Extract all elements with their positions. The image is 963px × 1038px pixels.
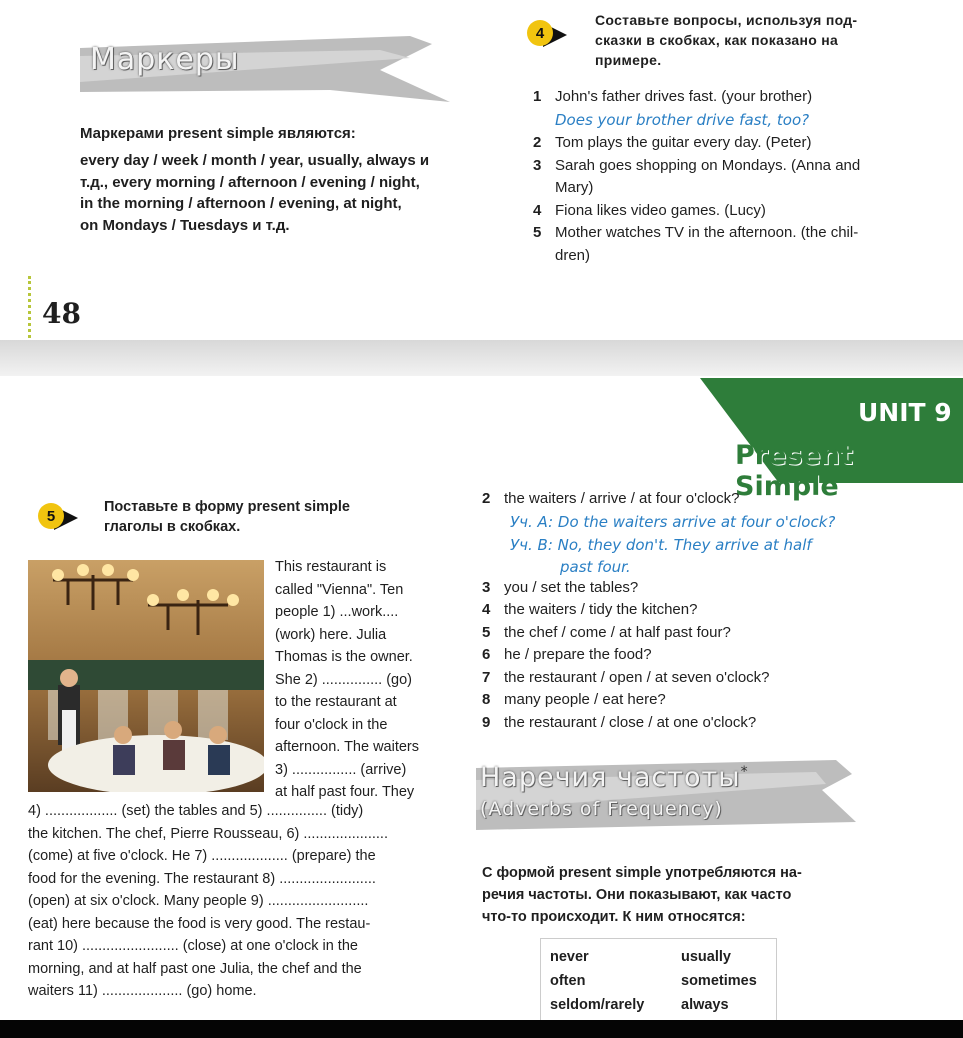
- text-line: the kitchen. The chef, Pierre Rousseau, 6) .....................: [28, 825, 388, 842]
- page-number: 48: [42, 297, 81, 330]
- list-item: 5 the chef / come / at half past four?: [482, 623, 731, 641]
- list-item: 8 many people / eat here?: [482, 691, 666, 708]
- example-answer: past four.: [560, 557, 631, 576]
- list-item: 4 Fiona likes video games. (Lucy): [533, 201, 766, 219]
- list-item: 2 the waiters / arrive / at four o'clock?: [482, 490, 740, 507]
- text-line: rant 10) ........................ (close) at one o'clock in the: [28, 938, 358, 954]
- adverbs-explanation: С формой present simple употребляются на- речия частоты. Они показывают, как часто что-то происходит. К ним относятся:: [482, 865, 802, 925]
- markers-line: every day / week / month / year, usually, always и: [80, 152, 430, 169]
- page-separator: [0, 340, 963, 376]
- markers-list: [80, 150, 429, 236]
- exercise-5-instruction: Поставьте в форму present simple глаголы в скобках.: [104, 499, 350, 535]
- markers-line: on Mondays / Tuesdays и т.д.: [80, 216, 290, 234]
- text-line: 3) ................ (arrive): [275, 761, 407, 778]
- exercise-4-list: [533, 86, 937, 267]
- bottom-border: [0, 1020, 963, 1038]
- text-line: morning, and at half past one Julia, the chef and the: [28, 960, 362, 977]
- list-item: dren): [555, 246, 591, 264]
- exercise-5-questions: [482, 488, 912, 734]
- adverbs-col-2: usually sometimes always: [681, 949, 757, 1013]
- example-answer: Уч. A: Do the waiters arrive at four o'clock?: [510, 512, 836, 531]
- exercise-5-text-full: [28, 800, 442, 1003]
- adverbs-subtitle: (Adverbs of Frequency): [480, 798, 723, 820]
- list-item: 4 the waiters / tidy the kitchen?: [482, 601, 698, 618]
- restaurant-photo: [28, 560, 264, 792]
- adverbs-col-1: never often seldom/rarely: [550, 949, 645, 1013]
- page-dots: [28, 276, 31, 344]
- markers-line: in the morning / afternoon / evening, at night,: [80, 195, 402, 212]
- exercise-5-badge: 5: [38, 503, 84, 533]
- text-line: food for the evening. The restaurant 8) ........................: [28, 870, 376, 887]
- text-line: She 2) ............... (go): [275, 671, 412, 688]
- text-line: (eat) here because the food is very good. The restau-: [28, 915, 371, 932]
- list-item: 3 Sarah goes shopping on Mondays. (Anna and: [533, 156, 861, 174]
- text-line: Thomas is the owner.: [275, 649, 413, 665]
- text-line: people 1) ...work....: [275, 604, 399, 620]
- text-line: (open) at six o'clock. Many people 9) .........................: [28, 893, 369, 909]
- text-line: (come) at five o'clock. He 7) ................... (prepare) the: [28, 848, 376, 864]
- markers-line: т.д., every morning / afternoon / evening / night,: [80, 173, 420, 191]
- unit-title: Present Simple: [735, 440, 853, 502]
- list-item: 2 Tom plays the guitar every day. (Peter): [533, 134, 812, 151]
- list-item: 9 the restaurant / close / at one o'clock?: [482, 713, 757, 731]
- list-item: 5 Mother watches TV in the afternoon. (the chil-: [533, 224, 859, 241]
- markers-banner: [80, 30, 450, 104]
- exercise-4-instruction: Составьте вопросы, используя под- сказки в скобках, как показано на примере.: [595, 12, 858, 68]
- list-item: 6 he / prepare the food?: [482, 646, 652, 663]
- example-answer: Уч. B: No, they don't. They arrive at half: [510, 536, 812, 554]
- text-line: afternoon. The waiters: [275, 739, 420, 755]
- list-item: 3 you / set the tables?: [482, 578, 639, 596]
- text-line: to the restaurant at: [275, 694, 397, 710]
- markers-lead: Маркерами present simple являются:: [80, 125, 356, 142]
- text-line: called "Vienna". Ten: [275, 581, 404, 598]
- exercise-4-badge: 4: [527, 20, 573, 50]
- adverbs-banner: [476, 760, 856, 832]
- exercise-5-text-right: [275, 556, 441, 804]
- text-line: at half past four. They: [275, 784, 415, 800]
- text-line: 4) .................. (set) the tables and 5) ............... (tidy): [28, 803, 364, 819]
- list-item: Mary): [555, 179, 594, 196]
- text-line: (work) here. Julia: [275, 626, 387, 643]
- adverbs-title: Наречия частоты*: [480, 762, 749, 793]
- text-line: This restaurant is: [275, 559, 387, 575]
- adverbs-table: [540, 938, 777, 1024]
- unit-label: UNIT 9: [858, 398, 952, 427]
- list-item: 7 the restaurant / open / at seven o'clock?: [482, 668, 770, 686]
- markers-title: Маркеры: [90, 42, 240, 77]
- text-line: waiters 11) .................... (go) home.: [28, 983, 257, 999]
- list-item: 1 John's father drives fast. (your brother): [533, 88, 813, 105]
- text-line: four o'clock in the: [275, 716, 388, 733]
- example-answer: Does your brother drive fast, too?: [555, 110, 810, 129]
